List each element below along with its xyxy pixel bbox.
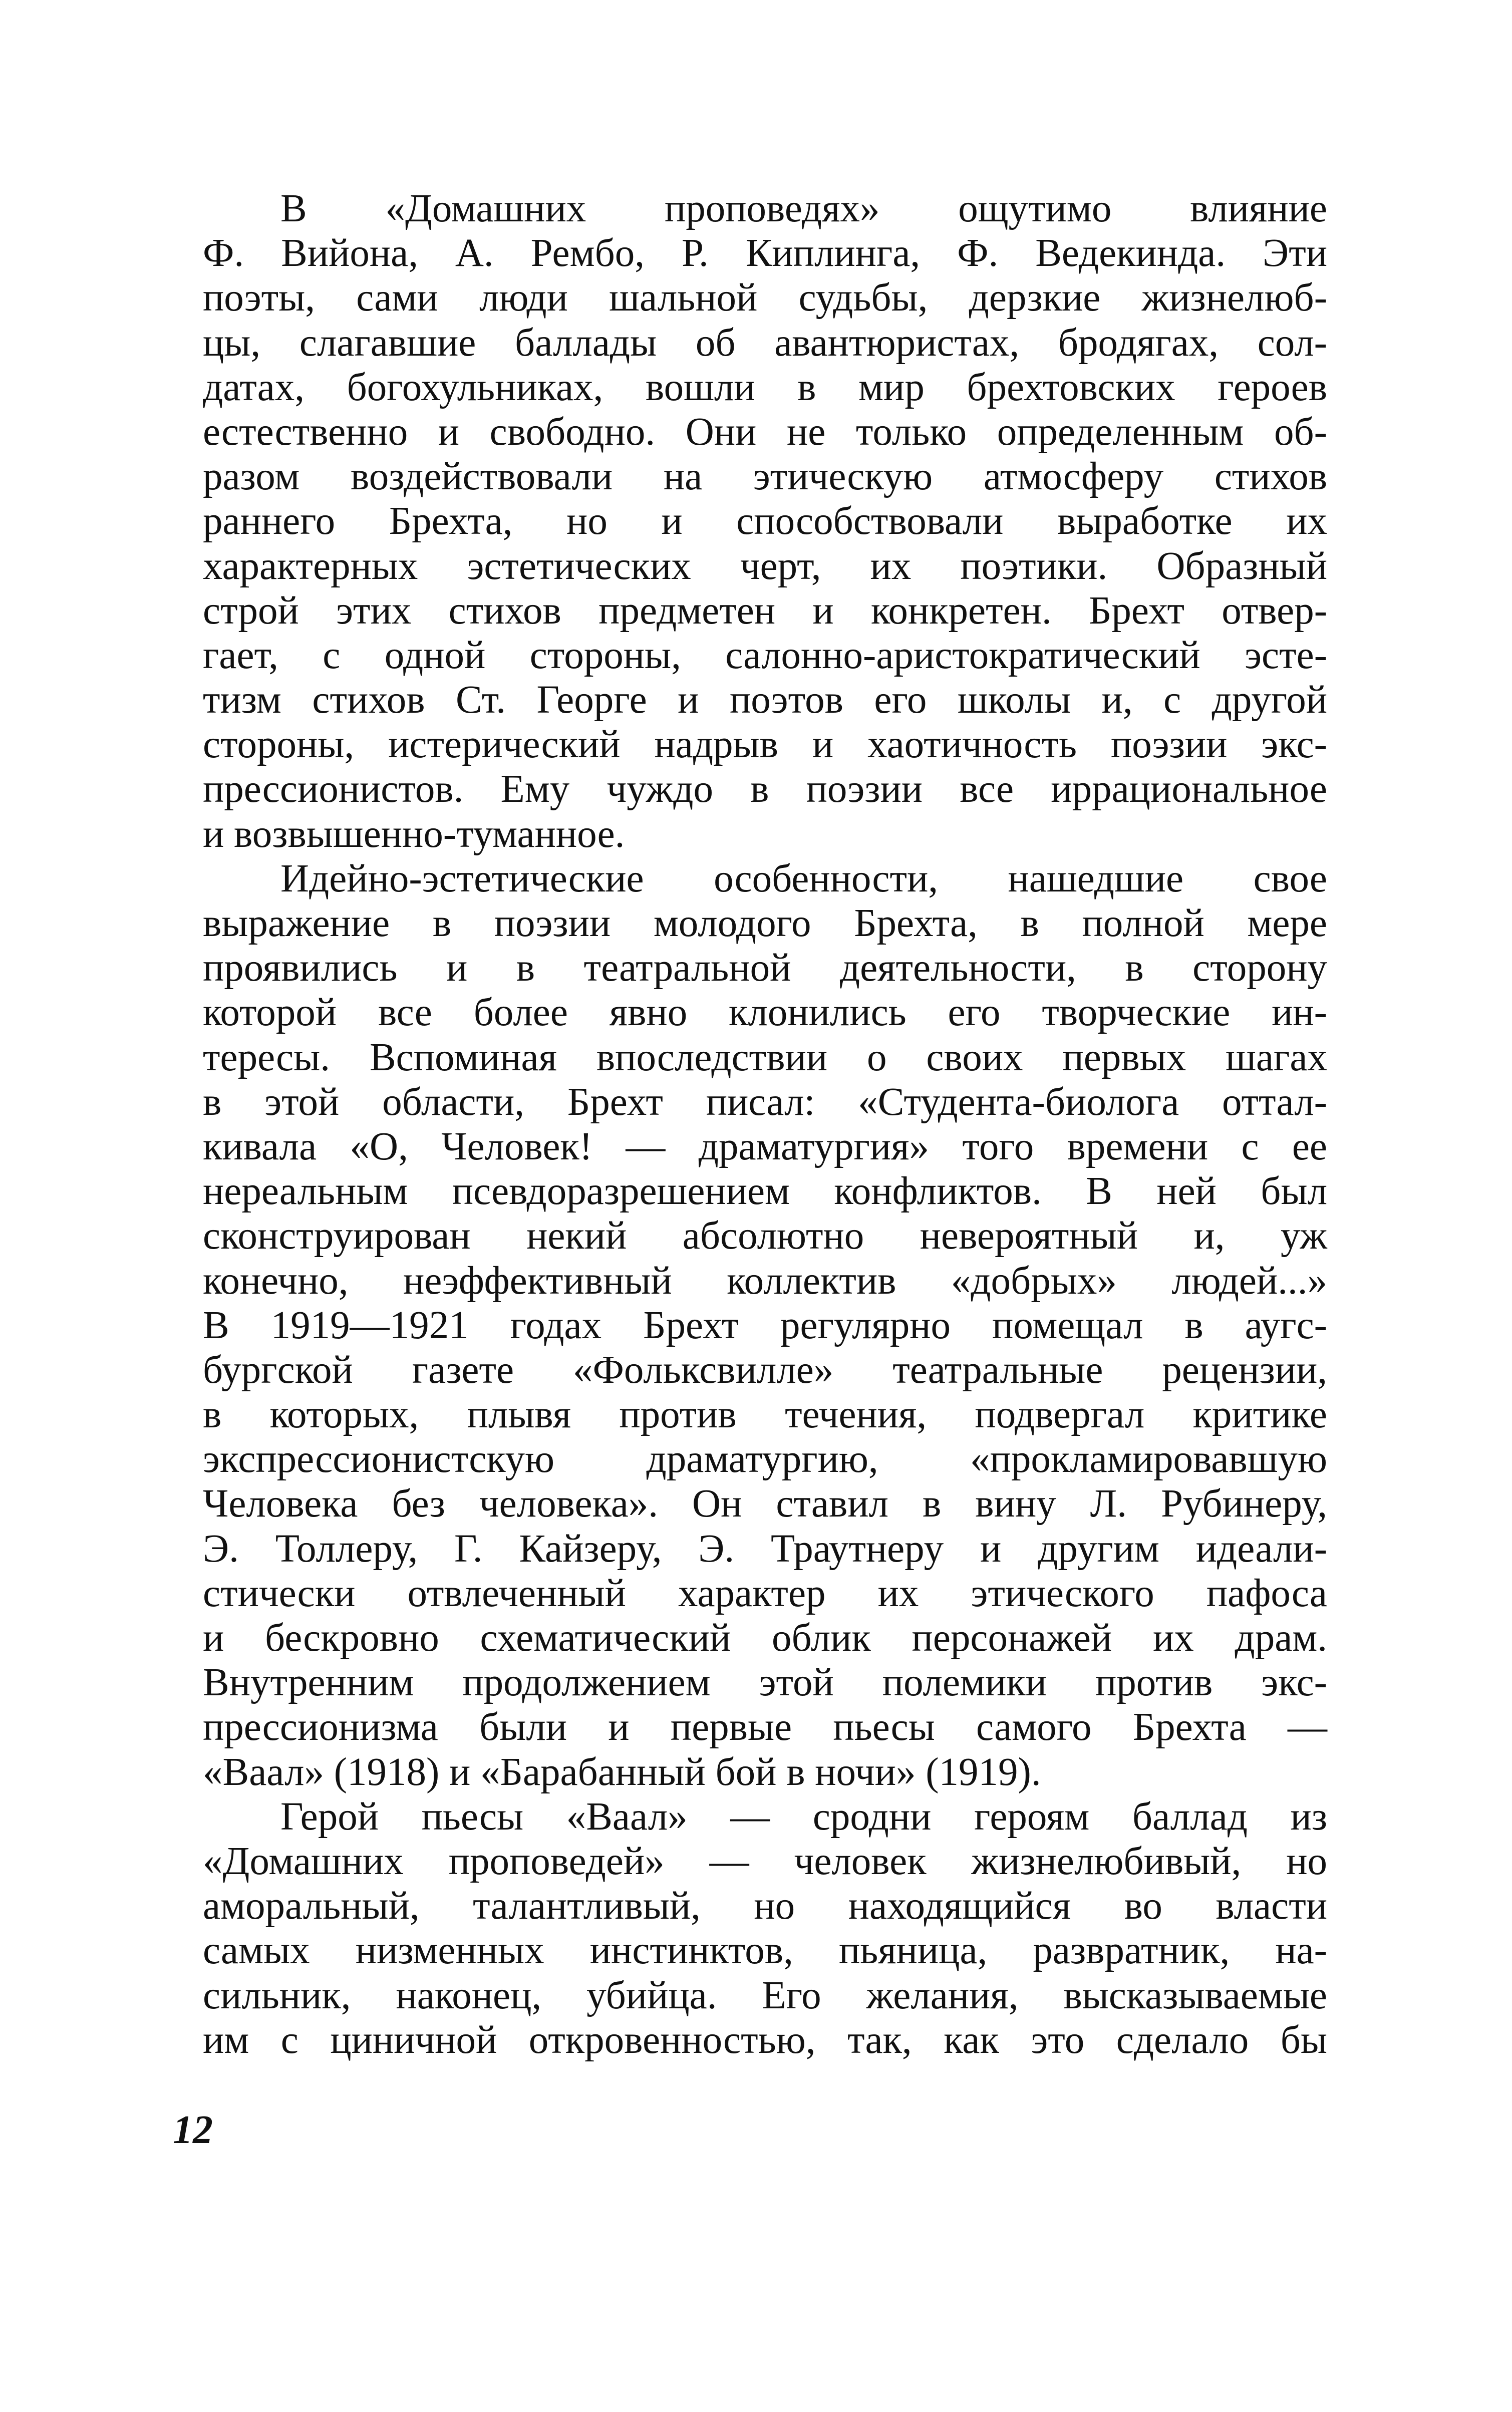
text-line: цы, слагавшие баллады об авантюристах, бродягах, сол-: [203, 321, 1327, 365]
text-line: датах, богохульниках, вошли в мир брехтовских героев: [203, 365, 1327, 409]
text-line: нереальным псевдоразрешением конфликтов. В ней был: [203, 1169, 1327, 1214]
text-line: проявились и в театральной деятельности, в сторону: [203, 946, 1327, 990]
text-line: сконструирован некий абсолютно невероятный и, уж: [203, 1214, 1327, 1258]
text-line: самых низменных инстинктов, пьяница, развратник, на-: [203, 1929, 1327, 1973]
text-line: аморальный, талантливый, но находящийся во власти: [203, 1884, 1327, 1928]
text-line: характерных эстетических черт, их поэтики. Образный: [203, 544, 1327, 588]
text-line: им с циничной откровенностью, так, как это сделало бы: [203, 2018, 1327, 2062]
paragraph-2: [203, 856, 1327, 1794]
text-line: поэты, сами люди шальной судьбы, дерзкие жизнелюб-: [203, 276, 1327, 320]
text-line: и бескровно схематический облик персонажей их драм.: [203, 1616, 1327, 1660]
text-line: тизм стихов Ст. Георге и поэтов его школы и, с другой: [203, 678, 1327, 722]
text-line: раннего Брехта, но и способствовали выработке их: [203, 499, 1327, 543]
paragraph-3: [203, 1794, 1327, 2062]
text-line: Герой пьесы «Ваал» — сродни героям баллад из: [280, 1794, 1327, 1839]
text-line: стически отвлеченный характер их этического пафоса: [203, 1571, 1327, 1615]
text-line: «Домашних проповедей» — человек жизнелюбивый, но: [203, 1839, 1327, 1883]
text-line: конечно, неэффективный коллектив «добрых» людей...»: [203, 1259, 1327, 1303]
text-line: Идейно-эстетические особенности, нашедшие свое: [280, 856, 1327, 900]
text-line: Э. Толлеру, Г. Кайзеру, Э. Траутнеру и другим идеали-: [203, 1527, 1327, 1571]
text-line: прессионизма были и первые пьесы самого Брехта —: [203, 1705, 1327, 1749]
text-line: стороны, истерический надрыв и хаотичность поэзии экс-: [203, 723, 1327, 767]
text-line: бургской газете «Фольксвилле» театральные рецензии,: [203, 1348, 1327, 1392]
text-line: в которых, плывя против течения, подвергал критике: [203, 1393, 1327, 1437]
text-line: в этой области, Брехт писал: «Студента-биолога оттал-: [203, 1080, 1327, 1124]
text-line: «Ваал» (1918) и «Барабанный бой в ночи» (1919).: [203, 1750, 1041, 1794]
text-line: кивала «О, Человек! — драматургия» того времени с ее: [203, 1124, 1327, 1168]
text-line: гает, с одной стороны, салонно-аристократический эсте-: [203, 633, 1327, 677]
text-line: тересы. Вспоминая впоследствии о своих первых шагах: [203, 1035, 1327, 1079]
text-line: выражение в поэзии молодого Брехта, в полной мере: [203, 901, 1327, 945]
text-line: прессионистов. Ему чуждо в поэзии все иррациональное: [203, 767, 1327, 811]
text-line: разом воздействовали на этическую атмосферу стихов: [203, 455, 1327, 499]
text-line: Человека без человека». Он ставил в вину Л. Рубинеру,: [203, 1482, 1327, 1526]
text-line: естественно и свободно. Они не только определенным об-: [203, 410, 1327, 454]
text-line: строй этих стихов предметен и конкретен. Брехт отвер-: [203, 588, 1327, 633]
text-line: Внутренним продолжением этой полемики против экс-: [203, 1661, 1327, 1705]
body-text: [203, 186, 1327, 2062]
text-line: которой все более явно клонились его творческие ин-: [203, 991, 1327, 1035]
text-line: В 1919—1921 годах Брехт регулярно помещал в аугс-: [203, 1303, 1327, 1347]
text-line: В «Домашних проповедях» ощутимо влияние: [280, 187, 1327, 230]
text-line: экспрессионистскую драматургию, «прокламировавшую: [203, 1437, 1327, 1481]
text-line: Ф. Вийона, А. Рембо, Р. Киплинга, Ф. Ведекинда. Эти: [203, 231, 1327, 275]
text-line: сильник, наконец, убийца. Его желания, высказываемые: [203, 1973, 1327, 2017]
paragraph-1: [203, 186, 1327, 856]
page-number: 12: [173, 2108, 213, 2152]
text-line: и возвышенно-туманное.: [203, 812, 625, 856]
